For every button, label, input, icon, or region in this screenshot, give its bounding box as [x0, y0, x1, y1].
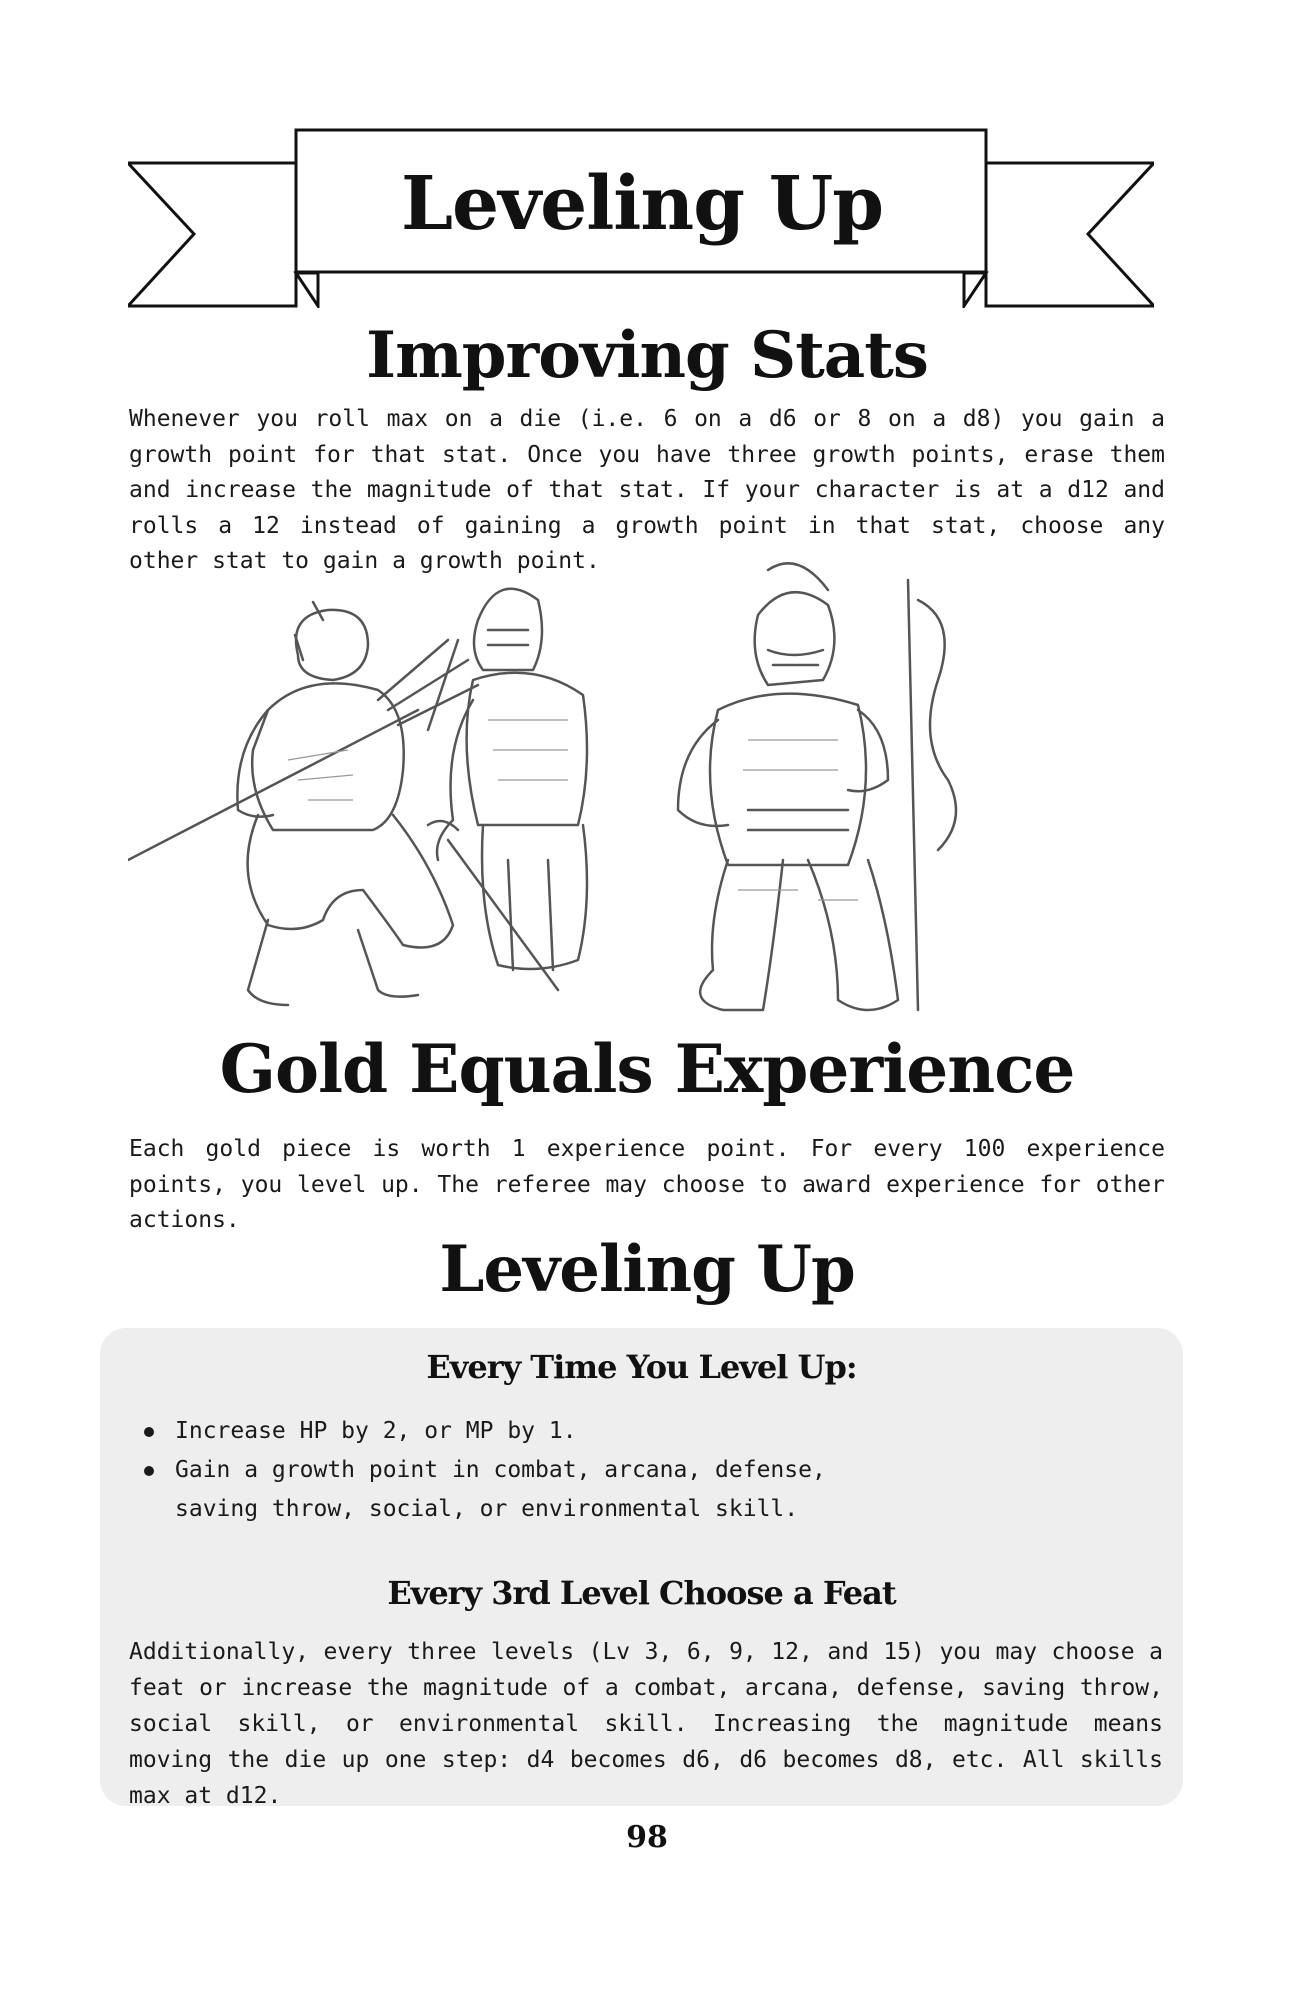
- leveling-up-box: [100, 1328, 1183, 1809]
- list-item-text: Gain a growth point in combat, arcana, defense, saving throw, social, or environmental skill.: [175, 1457, 826, 1522]
- leveling-up-heading: Leveling Up: [439, 1232, 855, 1307]
- brute-figure: [128, 602, 478, 1005]
- level-up-list: [140, 1412, 1140, 1529]
- gold-experience-heading: Gold Equals Experience: [219, 1030, 1075, 1108]
- gold-experience-text: Each gold piece is worth 1 experience point. For every 100 experience points, you level up. The referee may choose to award experience for other actions.: [129, 1136, 1165, 1233]
- soldiers-illustration: [128, 560, 1128, 1040]
- bullet-icon: [144, 1427, 154, 1437]
- banner-title: Leveling Up: [401, 161, 883, 247]
- feat-heading: Every 3rd Level Choose a Feat: [387, 1574, 896, 1612]
- list-item: [140, 1412, 1140, 1451]
- every-time-heading: Every Time You Level Up:: [426, 1348, 857, 1386]
- bullet-icon: [144, 1466, 154, 1476]
- improving-stats-heading: Improving Stats: [366, 318, 928, 393]
- knight-figure: [678, 560, 956, 1010]
- improving-stats-text: Whenever you roll max on a die (i.e. 6 on a d6 or 8 on a d8) you gain a growth point for that stat. Once you have three growth points, erase them and increase the magnitude of that stat. If your character is at a d12 and rolls a 12 instead of gaining a growth point in that stat, choose any other stat to gain a growth point.: [129, 406, 1165, 574]
- page-number: 98: [626, 1820, 668, 1855]
- list-item-text: Increase HP by 2, or MP by 1.: [175, 1418, 577, 1444]
- list-item: [140, 1451, 1140, 1529]
- feat-text: Additionally, every three levels (Lv 3, 6, 9, 12, and 15) you may choose a feat or increase the magnitude of a combat, arcana, defense, saving throw, social skill, or environmental skill. Increasing the magnitude means moving the die up one step: d4 becomes d6, d6 becomes d8, etc. All skills max at d12.: [129, 1639, 1163, 1809]
